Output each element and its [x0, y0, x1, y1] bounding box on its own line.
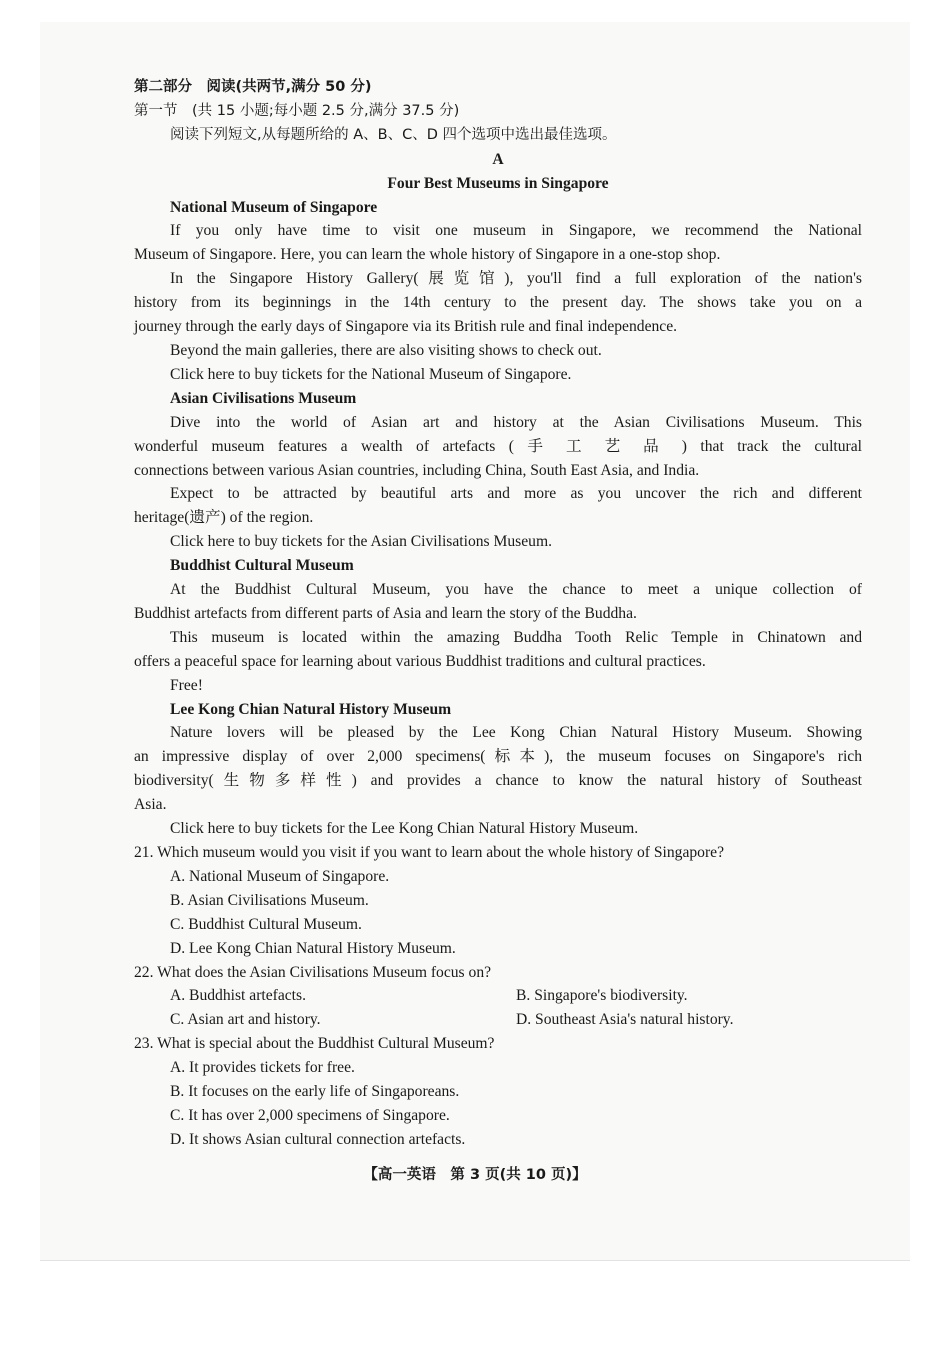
paragraph-line: wonderful museum features a wealth of artefacts ( 手 工 艺 品 ) that track the cultural — [134, 437, 862, 455]
paragraph-line: Buddhist artefacts from different parts of Asia and learn the story of the Buddha. — [134, 604, 637, 622]
question-stem: 21. Which museum would you visit if you want to learn about the whole history of Singapore? — [134, 844, 725, 861]
paragraph-line: history from its beginnings in the 14th century to the present day. The shows take you on a — [134, 294, 862, 312]
answer-option: B. Asian Civilisations Museum. — [170, 891, 369, 909]
answer-option: A. National Museum of Singapore. — [170, 867, 390, 885]
part-heading: 第二部分 阅读(共两节,满分 50 分) — [134, 79, 372, 95]
paragraph-line: Expect to be attracted by beautiful arts and more as you uncover the rich and different — [170, 485, 862, 503]
paragraph-line: connections between various Asian countries, including China, South East Asia, and India. — [134, 461, 700, 479]
answer-option: C. It has over 2,000 specimens of Singapore. — [170, 1106, 450, 1124]
answer-option: A. Buddhist artefacts. — [170, 987, 306, 1005]
paragraph-line: If you only have time to visit one museum in Singapore, we recommend the National — [170, 222, 862, 240]
paragraph-line: Nature lovers will be pleased by the Lee Kong Chian Natural History Museum. Showing — [170, 724, 862, 742]
paragraph-line: In the Singapore History Gallery(展览馆), you'll find a full exploration of the nation's — [170, 270, 862, 288]
paragraph-line: an impressive display of over 2,000 specimens(标本), the museum focuses on Singapore's rich — [134, 748, 862, 766]
paragraph-line: Museum of Singapore. Here, you can learn the whole history of Singapore in a one-stop shop. — [134, 246, 721, 264]
museum-heading: Lee Kong Chian Natural History Museum — [170, 700, 452, 718]
paragraph-line: At the Buddhist Cultural Museum, you have the chance to meet a unique collection of — [170, 581, 862, 599]
answer-option-row — [134, 1008, 862, 1032]
answer-option: A. It provides tickets for free. — [170, 1059, 355, 1077]
museum-heading: Asian Civilisations Museum — [170, 389, 357, 407]
section-heading: 第一节 (共 15 小题;每小题 2.5 分,满分 37.5 分) — [134, 102, 460, 119]
answer-option: D. Lee Kong Chian Natural History Museum. — [170, 939, 456, 957]
ticket-link-text: Click here to buy tickets for the Lee Kong Chian Natural History Museum. — [170, 820, 639, 838]
ticket-link-text: Click here to buy tickets for the Asian Civilisations Museum. — [170, 533, 553, 551]
answer-option-row — [134, 984, 862, 1008]
page-content — [134, 76, 862, 1152]
museum-heading: National Museum of Singapore — [170, 198, 378, 216]
ticket-link-text: Click here to buy tickets for the National Museum of Singapore. — [170, 365, 572, 383]
paragraph-line: biodiversity(生物多样性) and provides a chance to know the natural history of Southeast — [134, 772, 862, 790]
page-footer: 【高一英语 第 3 页(共 10 页)】 — [363, 1167, 587, 1183]
paragraph-line: heritage(遗产) of the region. — [134, 509, 314, 527]
paragraph-line: This museum is located within the amazing Buddha Tooth Relic Temple in Chinatown and — [170, 628, 862, 646]
paragraph-line: offers a peaceful space for learning about various Buddhist traditions and cultural practices. — [134, 652, 706, 670]
paragraph-line: Free! — [170, 676, 203, 694]
article-title: Four Best Museums in Singapore — [387, 174, 609, 192]
passage-letter: A — [492, 150, 504, 168]
answer-option: C. Buddhist Cultural Museum. — [170, 915, 362, 933]
question-stem: 23. What is special about the Buddhist Cultural Museum? — [134, 1035, 495, 1053]
answer-option: D. It shows Asian cultural connection artefacts. — [170, 1130, 466, 1148]
answer-option: B. Singapore's biodiversity. — [516, 987, 688, 1005]
paragraph-line: Beyond the main galleries, there are also visiting shows to check out. — [170, 341, 602, 359]
answer-option: C. Asian art and history. — [170, 1011, 321, 1029]
paragraph-line: Asia. — [134, 796, 167, 814]
instruction-text: 阅读下列短文,从每题所给的 A、B、C、D 四个选项中选出最佳选项。 — [170, 126, 617, 143]
question-stem: 22. What does the Asian Civilisations Museum focus on? — [134, 963, 492, 981]
answer-option: B. It focuses on the early life of Singaporeans. — [170, 1083, 460, 1101]
paragraph-line: journey through the early days of Singapore via its British rule and final independence. — [134, 318, 678, 336]
paragraph-line: Dive into the world of Asian art and history at the Asian Civilisations Museum. This — [170, 413, 862, 431]
museum-heading: Buddhist Cultural Museum — [170, 557, 354, 575]
answer-option: D. Southeast Asia's natural history. — [516, 1011, 734, 1029]
